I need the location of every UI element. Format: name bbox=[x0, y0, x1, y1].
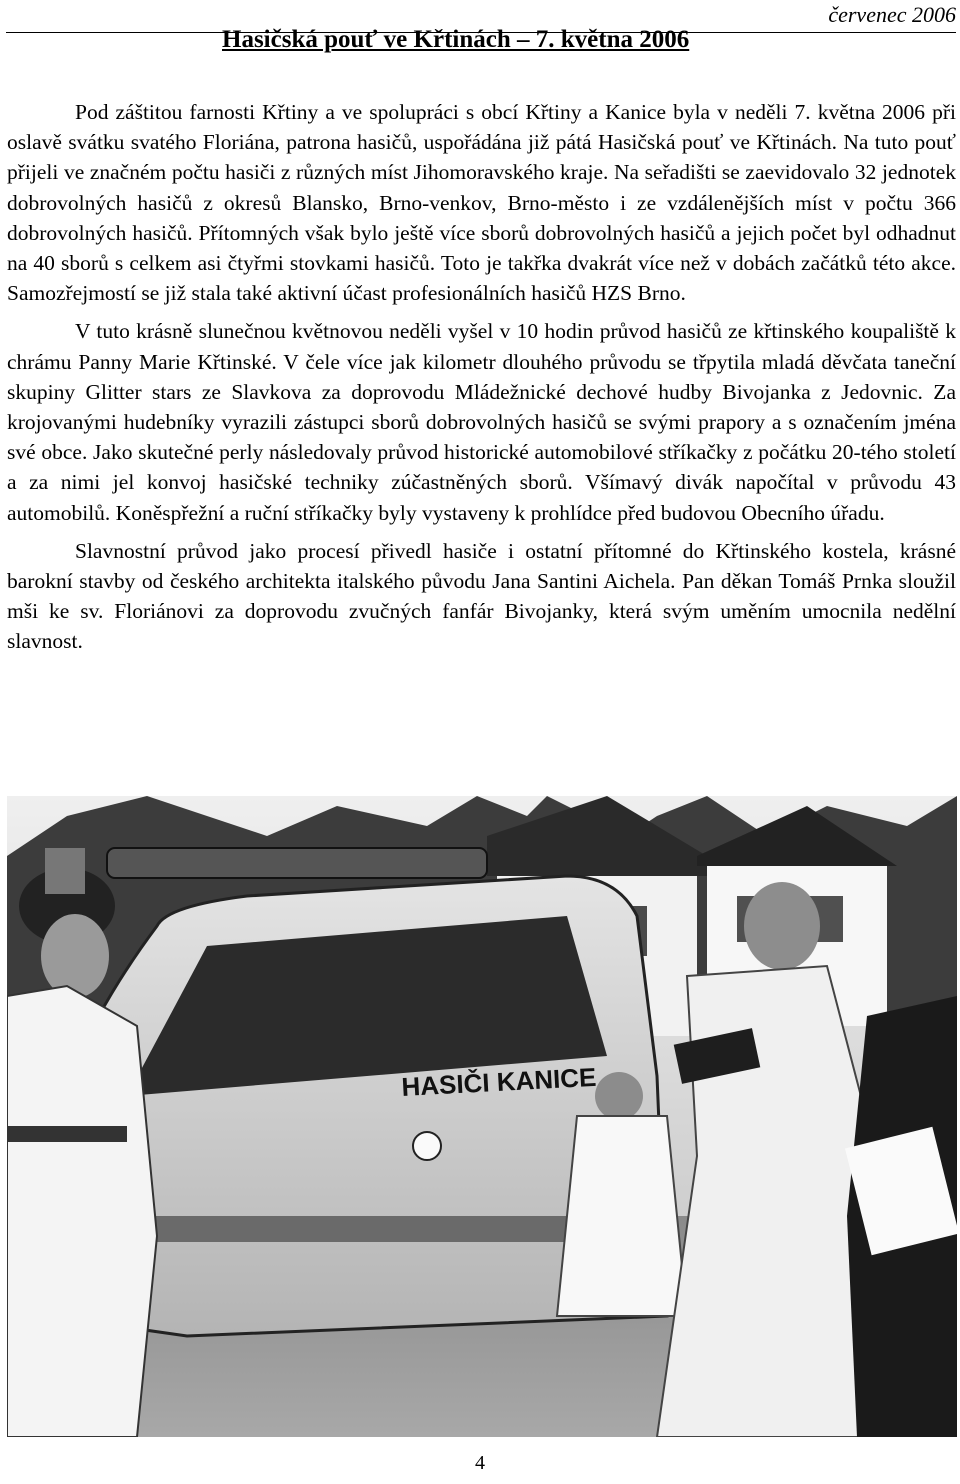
issue-date: červenec 2006 bbox=[828, 2, 956, 27]
article-body bbox=[7, 97, 956, 665]
page-number: 4 bbox=[475, 1452, 485, 1474]
article-photo bbox=[7, 796, 957, 1437]
article-title: Hasičská pouť ve Křtinách – 7. května 2006 bbox=[222, 26, 690, 53]
altar-boy-head bbox=[595, 1072, 643, 1120]
van-emblem bbox=[413, 1132, 441, 1160]
paragraph-3: Slavnostní průvod jako procesí přivedl hasiče i ostatní přítomné do Křtinského kostela, krásné barokní stavby od českého architekta italského původu Jana Santini Aichela. Pan děkan Tomáš Prnka sloužil mši ke sv. Floriánovi za doprovodu zvučných fanfár Bivojanky, která svým uměním umocnila nedělní slavnost. bbox=[7, 538, 956, 654]
photo-illustration bbox=[7, 796, 957, 1437]
helmet-crest bbox=[45, 848, 85, 894]
page-header bbox=[0, 0, 960, 62]
firefighter-belt bbox=[7, 1126, 127, 1142]
paragraph-1: Pod záštitou farnosti Křtiny a ve spolupráci s obcí Křtiny a Kanice byla v neděli 7. května 2006 při oslavě svátku svatého Floriána, patrona hasičů, uspořádána již pátá Hasičská pouť ve Křtinách. Na tuto pouť přijeli ve značném počtu hasiči z různých míst Jihomoravského kraje. Na seřadišti se zaevidovalo 32 jednotek dobrovolných hasičů z okresů Blansko, Brno-venkov, Brno-město i ze vzdálenějších míst v počtu 366 dobrovolných hasičů. Přítomných však bylo ještě více sborů dobrovolných hasičů a jejich počet byl odhadnut na 40 sborů s celkem asi čtyřmi stovkami hasičů. Toto je takřka dvakrát více než v dobách začátků této akce. Samozřejmostí se již stala také aktivní účast profesionálních hasičů HZS Brno. bbox=[7, 100, 956, 306]
firefighter-uniform bbox=[7, 986, 157, 1437]
van-label: HASIČI KANICE bbox=[400, 1061, 598, 1102]
firefighter-face bbox=[41, 914, 109, 998]
van-light-bar bbox=[107, 848, 487, 878]
paragraph-2: V tuto krásně slunečnou květnovou neděli vyšel v 10 hodin průvod hasičů ze křtinského koupaliště k chrámu Panny Marie Křtinské. V čele více jak kilometr dlouhého průvodu se třpytila mladá děvčata taneční skupiny Glitter stars ze Slavkova za doprovodu Mládežnické dechové hudby Bivojanka z Jedovnic. Za krojovanými hudebníky vyrazili zástupci sborů dobrovolných hasičů se svými prapory a s označením jména své obce. Jako skutečné perly následovaly průvod historické automobilové stříkačky z počátku 20-tého století a za nimi jel konvoj hasičské techniky zúčastněných sborů. Všímavý divák napočítal v průvodu 43 automobilů. Koněspřežní a ruční stříkačky byly vystaveny k prohlídce před budovou Obecního úřadu. bbox=[7, 319, 956, 525]
altar-boy-robe bbox=[557, 1116, 687, 1316]
priest-head bbox=[744, 882, 820, 970]
